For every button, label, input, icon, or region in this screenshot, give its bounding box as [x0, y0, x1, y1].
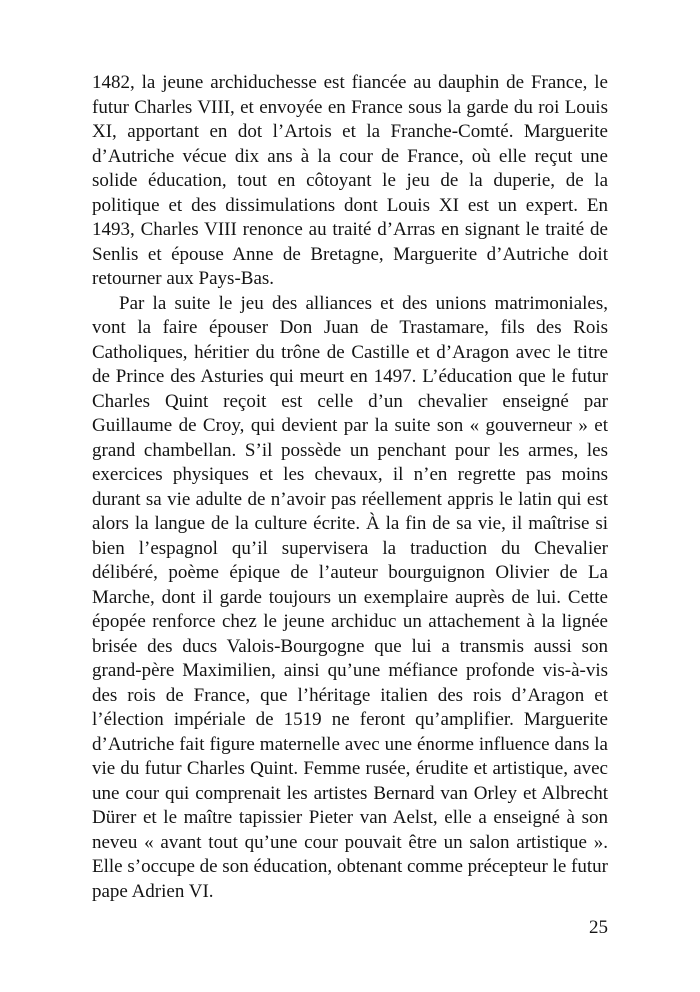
- page-body: [92, 71, 608, 904]
- paragraph-2: Par la suite le jeu des alliances et des unions matrimoniales, vont la faire épouser Don Juan de Trastamare, fils des Rois Catholiques, héritier du trône de Castille et d’Aragon avec le titre de Prince des Asturies qui meurt en 1497. L’éducation que le futur Charles Quint reçoit est celle d’un chevalier enseigné par Guillaume de Croy, qui devient par la suite son « gouverneur » et grand chambellan. S’il possède un penchant pour les armes, les exercices physiques et les chevaux, il n’en regrette pas moins durant sa vie adulte de n’avoir pas réellement appris le latin qui est alors la langue de la culture écrite. À la fin de sa vie, il maîtrise si bien l’espagnol qu’il supervisera la traduction du Chevalier délibéré, poème épique de l’auteur bourguignon Olivier de La Marche, dont il garde toujours un exemplaire auprès de lui. Cette épopée renforce chez le jeune archiduc un attachement à la lignée brisée des ducs Valois-Bourgogne que lui a transmis aussi son grand-père Maximilien, ainsi qu’une méfiance profonde vis-à-vis des rois de France, que l’héritage italien des rois d’Aragon et l’élection impériale de 1519 ne feront qu’amplifier. Marguerite d’Autriche fait figure maternelle avec une énorme influence dans la vie du futur Charles Quint. Femme rusée, érudite et artistique, avec une cour qui comprenait les artistes Bernard van Orley et Albrecht Dürer et le maître tapissier Pieter van Aelst, elle a enseigné à son neveu « avant tout qu’une cour pouvait être un salon artistique ». Elle s’occupe de son éducation, obtenant comme précepteur le futur pape Adrien VI.: [92, 292, 608, 902]
- paragraph-1: 1482, la jeune archiduchesse est fiancée au dauphin de France, le futur Charles VIII, et envoyée en France sous la garde du roi Louis XI, apportant en dot l’Artois et la Franche-Comté. Marguerite d’Autriche vécue dix ans à la cour de France, où elle reçut une solide éducation, tout en côtoyant le jeu de la duperie, de la politique et des dissimulations dont Louis XI est un expert. En 1493, Charles VIII renonce au traité d’Arras en signant le traité de Senlis et épouse Anne de Bretagne, Marguerite d’Autriche doit retourner aux Pays-Bas.: [92, 72, 608, 289]
- page-number: 25: [589, 917, 608, 938]
